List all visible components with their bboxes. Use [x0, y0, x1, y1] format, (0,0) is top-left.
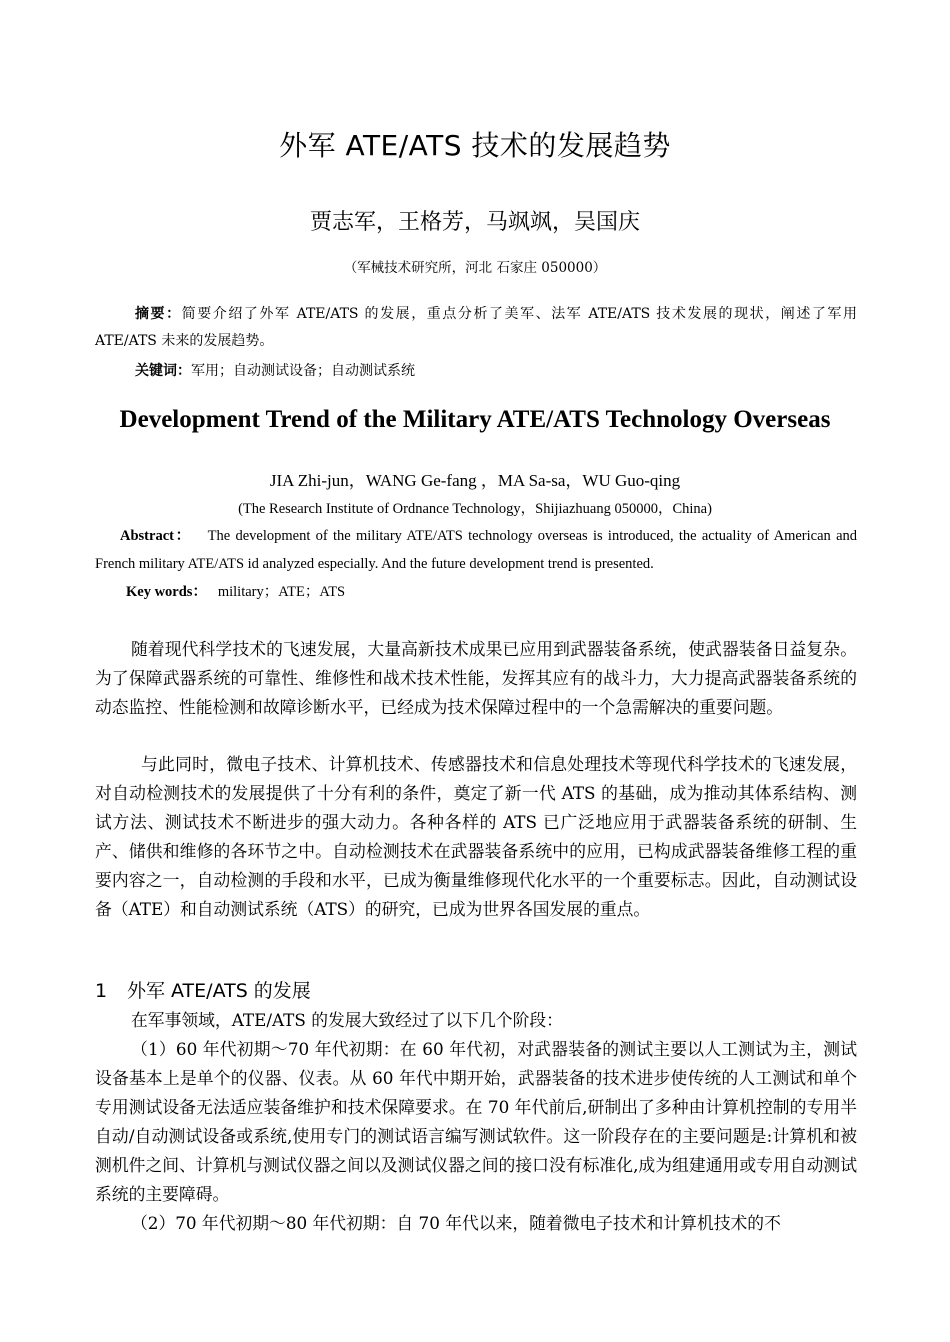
section-1-heading: [95, 976, 311, 1003]
abstract-cn-text: 简要介绍了外军 ATE/ATS 的发展，重点分析了美军、法军 ATE/ATS 技术发展的现状，阐述了军用 ATE/ATS 未来的发展趋势。: [95, 306, 857, 349]
keywords-en: [126, 580, 345, 604]
abstract-cn-label: 摘要：: [135, 306, 182, 322]
abstract-cn: [95, 301, 857, 355]
keywords-en-text: military；ATE；ATS: [217, 584, 346, 600]
body-paragraph-5: （2）70 年代初期～80 年代初期：自 70 年代以来，随着微电子技术和计算机技术的不: [131, 1213, 781, 1233]
abstract-en: [95, 522, 857, 578]
section-1-number: 1: [95, 980, 108, 1002]
body-paragraph-3: 在军事领域，ATE/ATS 的发展大致经过了以下几个阶段：: [131, 1010, 563, 1030]
affiliation-cn: （军械技术研究所，河北 石家庄 050000）: [343, 260, 607, 276]
section-1-title: 外军 ATE/ATS 的发展: [127, 980, 311, 1002]
authors-cn: 贾志军，王格芳，马飒飒，吴国庆: [309, 210, 640, 235]
keywords-cn-label: 关键词：: [135, 363, 191, 379]
abstract-en-label: Abstract：: [120, 528, 192, 544]
affiliation-en: (The Research Institute of Ordnance Technology，Shijiazhuang 050000，China): [238, 501, 712, 517]
keywords-en-label: Key words：: [126, 584, 207, 600]
abstract-en-text: The development of the military ATE/ATS technology overseas is introduced, the actuality of American and French military ATE/ATS id analyzed especially. And the future development trend is presented.: [95, 528, 857, 572]
body-paragraph-2: 与此同时，微电子技术、计算机技术、传感器技术和信息处理技术等现代科学技术的飞速发展，对自动检测技术的发展提供了十分有利的条件，奠定了新一代 ATS 的基础，成为推动其体系结构、测试方法、测试技术不断进步的强大动力。各种各样的 ATS 已广泛地应用于武器装备系统的研制、生产、储供和维修的各环节之中。自动检测技术在武器装备系统中的应用，已构成武器装备维修工程的重要内容之一，自动检测的手段和水平，已成为衡量维修现代化水平的一个重要标志。因此，自动测试设备（ATE）和自动测试系统（ATS）的研究，已成为世界各国发展的重点。: [95, 754, 857, 919]
keywords-cn: [135, 358, 415, 385]
paper-title-en: Development Trend of the Military ATE/ATS Technology Overseas: [119, 406, 831, 433]
body-paragraph-1: 随着现代科学技术的飞速发展，大量高新技术成果已应用到武器装备系统，使武器装备日益复杂。为了保障武器系统的可靠性、维修性和战术技术性能，发挥其应有的战斗力，大力提高武器装备系统的动态监控、性能检测和故障诊断水平，已经成为技术保障过程中的一个急需解决的重要问题。: [95, 639, 857, 717]
body-paragraph-4: （1）60 年代初期～70 年代初期：在 60 年代初，对武器装备的测试主要以人工测试为主，测试设备基本上是单个的仪器、仪表。从 60 年代中期开始，武器装备的技术进步使传统的人工测试和单个专用测试设备无法适应装备维护和技术保障要求。在 70 年代前后,研制出了多种由计算机控制的专用半自动/自动测试设备或系统,使用专门的测试语言编写测试软件。这一阶段存在的主要问题是:计算机和被测机件之间、计算机与测试仪器之间以及测试仪器之间的接口没有标准化,成为组建通用或专用自动测试系统的主要障碍。: [95, 1039, 857, 1204]
authors-en: JIA Zhi-jun，WANG Ge-fang ，MA Sa-sa，WU Guo-qing: [269, 471, 681, 490]
keywords-cn-text: 军用；自动测试设备；自动测试系统: [191, 363, 415, 379]
paper-title-cn: 外军 ATE/ATS 技术的发展趋势: [279, 129, 671, 162]
